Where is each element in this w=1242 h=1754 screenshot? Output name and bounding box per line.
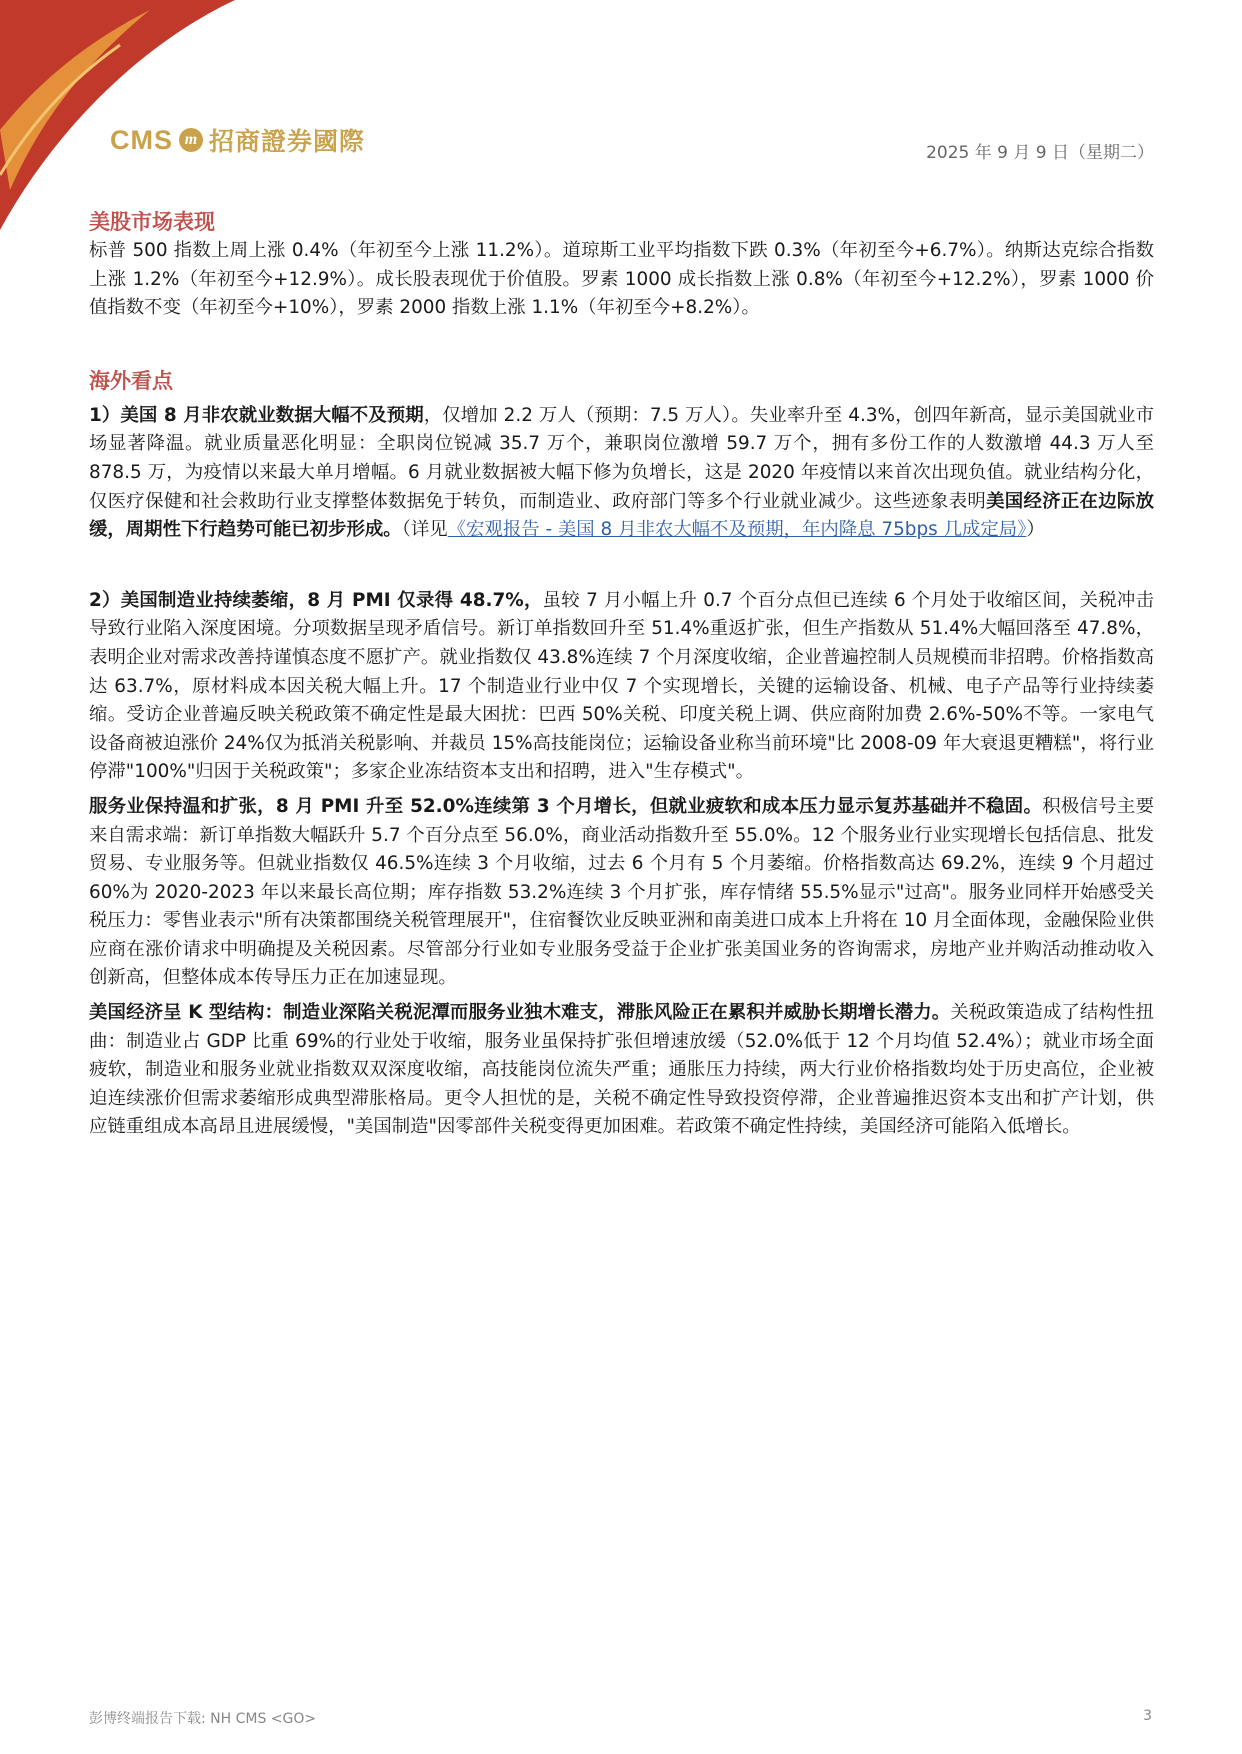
corner-decoration [0,0,300,230]
nonfarm-heading: 1）美国 8 月非农就业数据大幅不及预期 [89,404,424,426]
section-title-us-stocks: 美股市场表现 [89,209,215,234]
nonfarm-conclusion: 美国经济正在边际放缓，周期性下行趋势可能已初步形成。 [89,490,1154,541]
nonfarm-text: ，仅增加 2.2 万人（预期：7.5 万人）。失业率升至 4.3%，创四年新高，显示美国就业市场显著降温。就业质量恶化明显：全职岗位锐减 35.7 万个，兼职岗位激增 59.7 万个，拥有多份工作的人数激增 44.3 万人至 878.5 万，为疫情以来最大单月增幅。6 月就业数据被大幅下修为负增长，这是 2020 年疫情以来首次出现负值。就业结构分化，仅医疗保健和社会救助行业支撑整体数据免于转负，而制造业、政府部门等多个行业就业减少。这些迹象表明 [89,404,1154,512]
manufacturing-text: 虽较 7 月小幅上升 0.7 个百分点但已连续 6 个月处于收缩区间，关税冲击导致行业陷入深度困境。分项数据呈现矛盾信号。新订单指数回升至 51.4%重返扩张，但生产指数从 51.4%大幅回落至 47.8%，表明企业对需求改善持谨慎态度不愿扩产。就业指数仅 43.8%连续 7 个月深度收缩，企业普遍控制人员规模而非招聘。价格指数高达 63.7%，原材料成本因关税大幅上升。17 个制造业行业中仅 7 个实现增长，关键的运输设备、机械、电子产品等行业持续萎缩。受访企业普遍反映关税政策不确定性是最大困扰：巴西 50%关税、印度关税上调、供应商附加费 2.6%-50%不等。一家电气设备商被迫涨价 24%仅为抵消关税影响、并裁员 15%高技能岗位；运输设备业称当前环境"比 2008-09 年大衰退更糟糕"，将行业停滞"100%"归因于关税政策"；多家企业冻结资本支出和招聘，进入"生存模式"。 [89,589,1154,783]
page-number: 3 [1143,1708,1152,1724]
k-shape-paragraph [89,999,1154,1142]
services-heading: 服务业保持温和扩张，8 月 PMI 升至 52.0%连续第 3 个月增长，但就业疲软和成本压力显示复苏基础并不稳固。 [89,795,1043,817]
manufacturing-heading: 2）美国制造业持续萎缩，8 月 PMI 仅录得 48.7%， [89,589,543,611]
nonfarm-paragraph [89,402,1154,545]
services-paragraph [89,793,1154,993]
manufacturing-paragraph [89,587,1154,787]
report-date: 2025 年 9 月 9 日（星期二） [926,143,1154,163]
logo-chinese-text: 招商證券國際 [209,127,366,156]
section-title-overseas: 海外看点 [89,367,173,393]
k-shape-text: 关税政策造成了结构性扭曲：制造业占 GDP 比重 69%的行业处于收缩，服务业虽保持扩张但增速放缓（52.0%低于 12 个月均值 52.4%）；就业市场全面疲软，制造业和服务业就业指数双双深度收缩，高技能岗位流失严重；通胀压力持续，两大行业价格指数均处于历史高位，企业被迫连续涨价但需求萎缩形成典型滞胀格局。更令人担忧的是，关税不确定性导致投资停滞，企业普遍推迟资本支出和扩产计划，供应链重组成本高昂且进展缓慢，"美国制造"因零部件关税变得更加困难。若政策不确定性持续，美国经济可能陷入低增长。 [89,1002,1154,1138]
nonfarm-close-paren: ） [1026,519,1045,541]
company-logo [110,122,365,158]
report-body [89,207,1154,1142]
us-stocks-paragraph: 标普 500 指数上周上涨 0.4%（年初至今上涨 11.2%）。道琼斯工业平均指数下跌 0.3%（年初至今+6.7%）。纳斯达克综合指数上涨 1.2%（年初至今+12.9%）。成长股表现优于价值股。罗素 1000 成长指数上涨 0.8%（年初至今+12.2%），罗素 1000 价值指数不变（年初至今+10%），罗素 2000 指数上涨 1.1%（年初至今+8.2%）。 [89,240,1154,319]
services-text: 积极信号主要来自需求端：新订单指数大幅跃升 5.7 个百分点至 56.0%，商业活动指数升至 55.0%。12 个服务业行业实现增长包括信息、批发贸易、专业服务等。但就业指数仅 46.5%连续 3 个月收缩，过去 6 个月有 5 个月萎缩。价格指数高达 69.2%，连续 9 个月超过 60%为 2020-2023 年以来最长高位期；库存指数 53.2%连续 3 个月扩张，库存情绪 55.5%显示"过高"。服务业同样开始感受关税压力：零售业表示"所有决策都围绕关税管理展开"，住宿餐饮业反映亚洲和南美进口成本上升将在 10 月全面体现，金融保险业供应商在涨价请求中明确提及关税因素。尽管部分行业如专业服务受益于企业扩张美国业务的咨询需求，房地产业并购活动推动收入创新高，但整体成本传导压力正在加速显现。 [89,795,1154,989]
nonfarm-see-also: （详见 [401,519,448,541]
logo-cms-text: CMS [110,124,173,155]
macro-report-link[interactable]: 《宏观报告 - 美国 8 月非农大幅不及预期，年内降息 75bps 几成定局》 [447,519,1027,541]
k-shape-heading: 美国经济呈 K 型结构：制造业深陷关税泥潭而服务业独木难支，滞胀风险正在累积并威胁长期增长潜力。 [89,1002,951,1024]
footer-source: 彭博终端报告下载: NH CMS <GO> [89,1711,317,1727]
logo-mark-icon: m [179,128,203,152]
